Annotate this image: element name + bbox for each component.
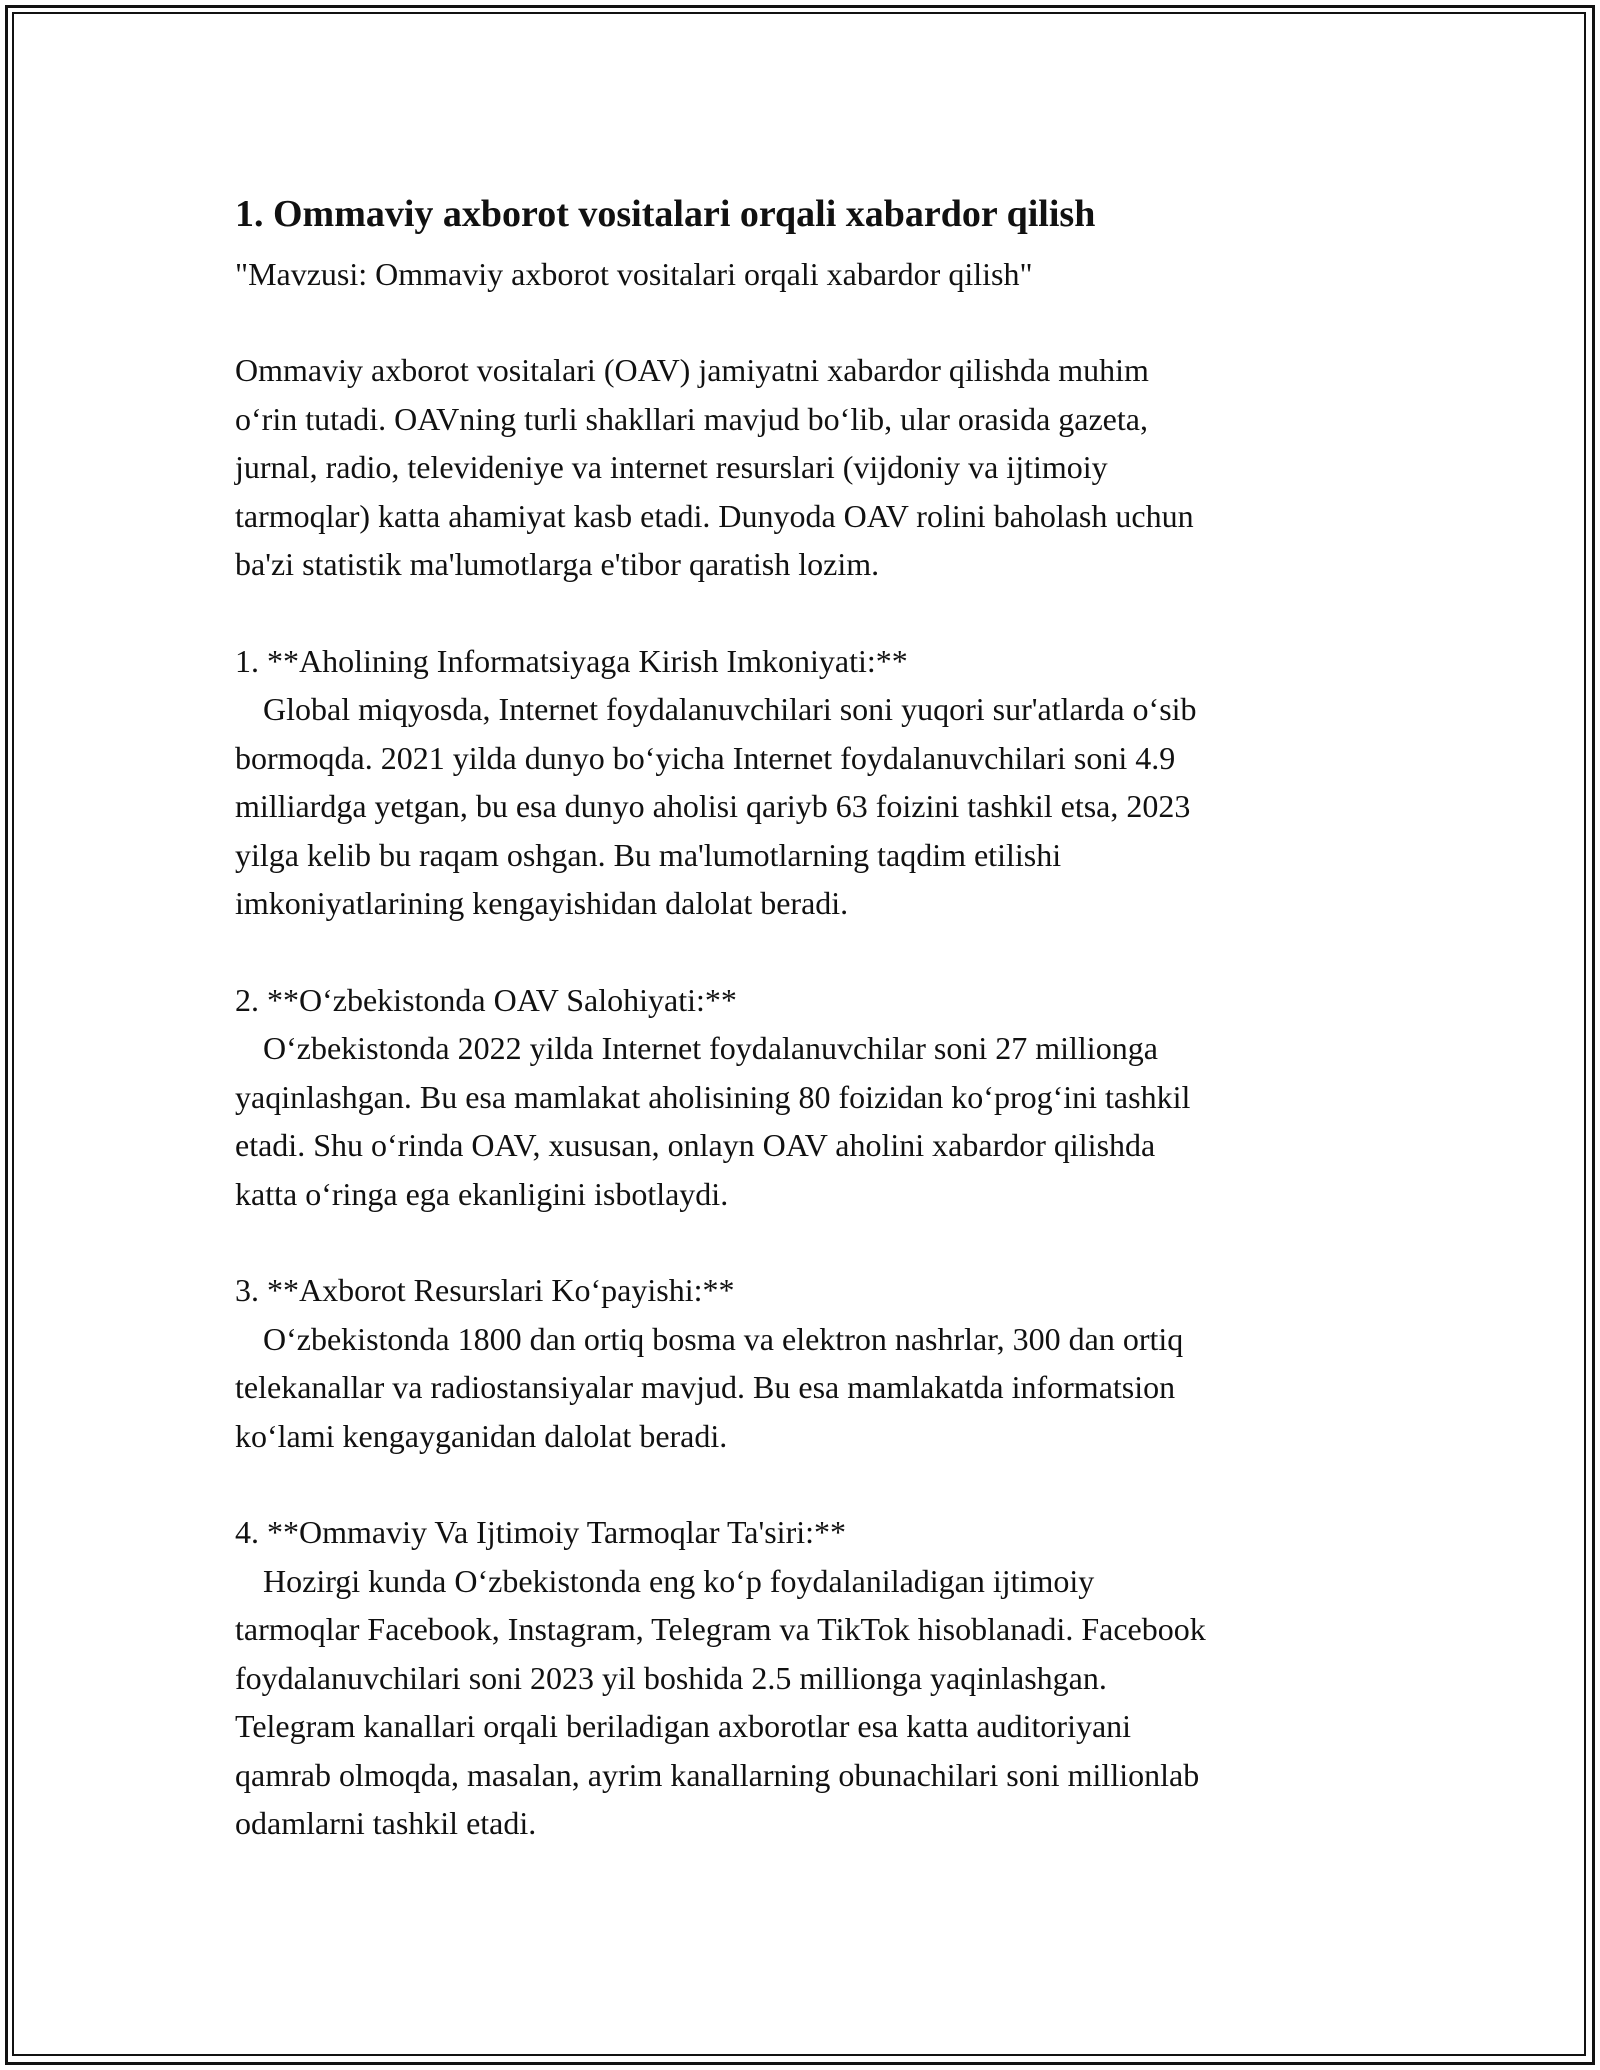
intro-line: o‘rin tutadi. OAVning turli shakllari mavjud bo‘lib, ular orasida gazeta, (235, 400, 1148, 437)
section-3 (235, 1266, 1375, 1460)
intro-line: jurnal, radio, televideniye va internet resurslari (vijdoniy va ijtimoiy (235, 449, 1108, 485)
section-line: foydalanuvchilari soni 2023 yil boshida 2.5 millionga yaqinlashgan. (235, 1659, 1107, 1696)
section-4 (235, 1508, 1375, 1848)
section-line: yaqinlashgan. Bu esa mamlakat aholisining 80 foizidan ko‘prog‘ini tashkil (235, 1078, 1191, 1115)
section-line: tarmoqlar Facebook, Instagram, Telegram va TikTok hisoblanadi. Facebook (235, 1611, 1206, 1647)
spacer (235, 589, 1375, 637)
spacer (235, 298, 1375, 346)
section-line: O‘zbekistonda 1800 dan ortiq bosma va elektron nashrlar, 300 dan ortiq (263, 1320, 1184, 1357)
section-line: odamlarni tashkil etadi. (235, 1805, 537, 1841)
spacer (235, 1460, 1375, 1508)
section-line: yilga kelib bu raqam oshgan. Bu ma'lumotlarning taqdim etilishi (235, 836, 1062, 873)
section-line: Hozirgi kunda O‘zbekistonda eng ko‘p foydalaniladigan ijtimoiy (263, 1562, 1095, 1599)
section-line: imkoniyatlarining kengayishidan dalolat beradi. (235, 885, 849, 921)
section-line: telekanallar va radiostansiyalar mavjud. Bu esa mamlakatda informatsion (235, 1369, 1176, 1405)
page-title: 1. Ommaviy axborot vositalari orqali xabardor qilish (235, 193, 1096, 235)
section-line: Telegram kanallari orqali beriladigan axborotlar esa katta auditoriyani (235, 1708, 1132, 1744)
section-heading: 2. **O‘zbekistonda OAV Salohiyati:** (235, 981, 737, 1018)
spacer (235, 1218, 1375, 1266)
section-line: milliardga yetgan, bu esa dunyo aholisi qariyb 63 foizini tashkil etsa, 2023 (235, 788, 1191, 824)
section-line: ko‘lami kengayganidan dalolat beradi. (235, 1417, 728, 1454)
intro-line: tarmoqlar) katta ahamiyat kasb etadi. Dunyoda OAV rolini baholash uchun (235, 497, 1194, 534)
intro-line: ba'zi statistik ma'lumotlarga e'tibor qaratish lozim. (235, 546, 880, 582)
section-2 (235, 976, 1375, 1219)
section-line: katta o‘ringa ega ekanligini isbotlaydi. (235, 1175, 729, 1212)
section-line: O‘zbekistonda 2022 yilda Internet foydalanuvchilar soni 27 millionga (263, 1030, 1158, 1066)
section-line: etadi. Shu o‘rinda OAV, xususan, onlayn OAV aholini xabardor qilishda (235, 1127, 1156, 1163)
subtitle: "Mavzusi: Ommaviy axborot vositalari orqali xabardor qilish" (235, 256, 1033, 292)
section-1 (235, 637, 1375, 928)
spacer (235, 928, 1375, 976)
document-body (235, 186, 1375, 1848)
section-line: bormoqda. 2021 yilda dunyo bo‘yicha Internet foydalanuvchilari soni 4.9 (235, 739, 1176, 776)
section-heading: 4. **Ommaviy Va Ijtimoiy Tarmoqlar Ta'siri:** (235, 1514, 846, 1550)
section-line: qamrab olmoqda, masalan, ayrim kanallarning obunachilari soni millionlab (235, 1756, 1200, 1793)
intro-paragraph (235, 346, 1375, 589)
intro-line: Ommaviy axborot vositalari (OAV) jamiyatni xabardor qilishda muhim (235, 352, 1149, 388)
section-heading: 3. **Axborot Resurslari Ko‘payishi:** (235, 1272, 735, 1308)
section-heading: 1. **Aholining Informatsiyaga Kirish Imkoniyati:** (235, 642, 908, 679)
section-line: Global miqyosda, Internet foydalanuvchilari soni yuqori sur'atlarda o‘sib (263, 691, 1197, 727)
